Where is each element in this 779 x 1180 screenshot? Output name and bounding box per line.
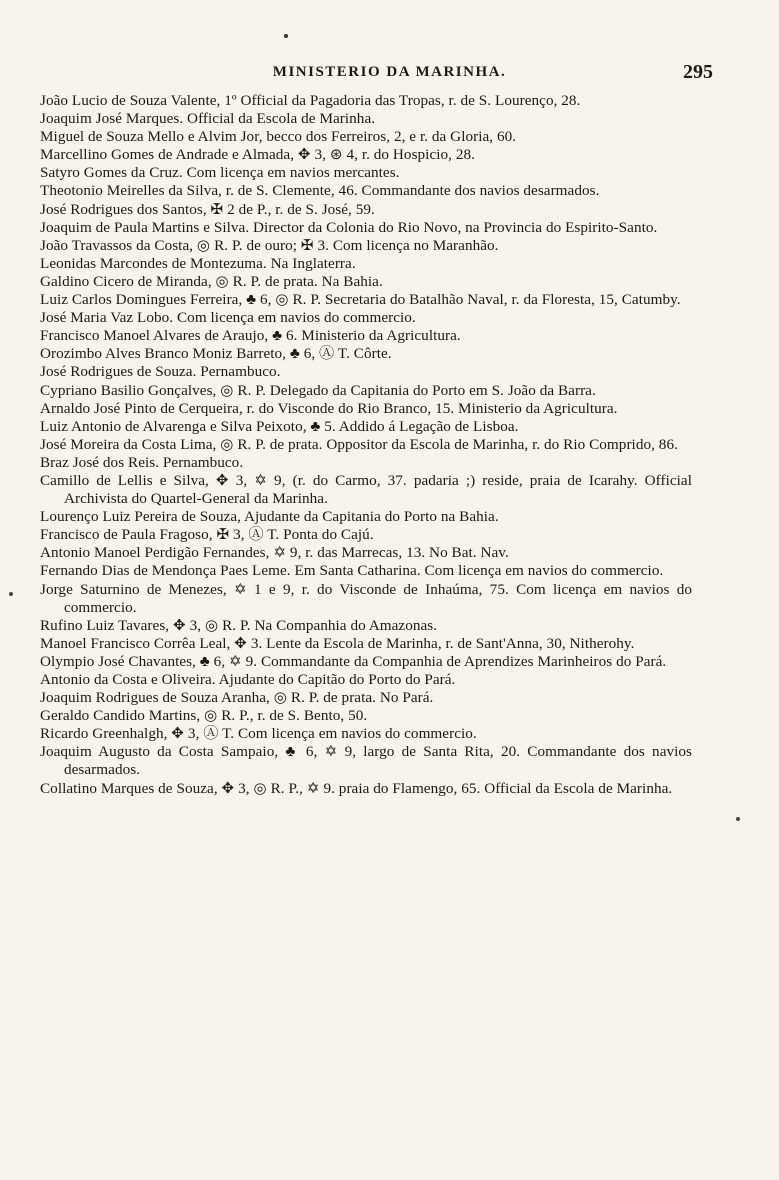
list-item: Olympio José Chavantes, ♣ 6, ✡ 9. Commandante da Companhia de Aprendizes Marinheiros do Pará. <box>40 652 667 670</box>
list-item: Rufino Luiz Tavares, ✥ 3, ◎ R. P. Na Companhia do Amazonas. <box>40 616 438 634</box>
list-item: José Moreira da Costa Lima, ◎ R. P. de prata. Oppositor da Escola de Marinha, r. do Rio Comprido, 86. <box>40 435 678 453</box>
list-item: Francisco Manoel Alvares de Araujo, ♣ 6. Ministerio da Agricultura. <box>40 327 461 345</box>
list-item: Luiz Antonio de Alvarenga e Silva Peixoto, ♣ 5. Addido á Legação de Lisboa. <box>40 417 519 435</box>
list-item: Miguel de Souza Mello e Alvim Jor, becco dos Ferreiros, 2, e r. da Gloria, 60. <box>40 128 517 146</box>
list-item: Jorge Saturnino de Menezes, ✡ 1 e 9, r. do Visconde de Inhaúma, 75. Com licença em navios do commercio. <box>40 580 692 616</box>
list-item: Joaquim de Paula Martins e Silva. Director da Colonia do Rio Novo, na Provincia do Espirito-Santo. <box>40 218 658 236</box>
running-head: MINISTERIO DA MARINHA. <box>272 64 507 80</box>
list-item: Joaquim Rodrigues de Souza Aranha, ◎ R. P. de prata. No Pará. <box>40 689 434 707</box>
margin-mark <box>9 592 13 596</box>
entry-list <box>40 92 692 798</box>
list-item: José Rodrigues de Souza. Pernambuco. <box>40 363 281 381</box>
list-item: Theotonio Meirelles da Silva, r. de S. Clemente, 46. Commandante dos navios desarmados. <box>40 182 600 200</box>
list-item: José Rodrigues dos Santos, ✠ 2 de P., r. de S. José, 59. <box>40 200 375 218</box>
list-item: João Travassos da Costa, ◎ R. P. de ouro; ✠ 3. Com licença no Maranhão. <box>40 236 499 254</box>
list-item: Manoel Francisco Corrêa Leal, ✥ 3. Lente da Escola de Marinha, r. de Sant'Anna, 30, Nitherohy. <box>40 634 635 652</box>
list-item: Satyro Gomes da Cruz. Com licença em navios mercantes. <box>40 164 400 182</box>
ink-dot <box>284 34 288 38</box>
page-number: 295 <box>683 61 713 83</box>
list-item: Cypriano Basilio Gonçalves, ◎ R. P. Delegado da Capitania do Porto em S. João da Barra. <box>40 381 596 399</box>
list-item: Francisco de Paula Fragoso, ✠ 3, Ⓐ T. Ponta do Cajú. <box>40 526 374 544</box>
list-item: Joaquim José Marques. Official da Escola de Marinha. <box>40 110 376 128</box>
list-item: Joaquim Augusto da Costa Sampaio, ♣ 6, ✡ 9, largo de Santa Rita, 20. Commandante dos navios desarmados. <box>40 743 692 779</box>
list-item: Marcellino Gomes de Andrade e Almada, ✥ 3, ⊛ 4, r. do Hospicio, 28. <box>40 146 475 164</box>
list-item: Camillo de Lellis e Silva, ✥ 3, ✡ 9, (r. do Carmo, 37. padaria ;) reside, praia de Icarahy. Official Archivista do Quartel-General da Marinha. <box>40 471 692 508</box>
list-item: Geraldo Candido Martins, ◎ R. P., r. de S. Bento, 50. <box>40 707 368 725</box>
list-item: Orozimbo Alves Branco Moniz Barreto, ♣ 6, Ⓐ T. Côrte. <box>40 345 392 363</box>
list-item: Fernando Dias de Mendonça Paes Leme. Em Santa Catharina. Com licença em navios do commercio. <box>40 562 664 580</box>
page-header <box>0 61 779 88</box>
list-item: Arnaldo José Pinto de Cerqueira, r. do Visconde do Rio Branco, 15. Ministerio da Agricultura. <box>40 399 618 417</box>
list-item: João Lucio de Souza Valente, 1º Official da Pagadoria das Tropas, r. de S. Lourenço, 28. <box>40 92 581 109</box>
list-item: José Maria Vaz Lobo. Com licença em navios do commercio. <box>40 309 416 327</box>
list-item: Leonidas Marcondes de Montezuma. Na Inglaterra. <box>40 254 356 272</box>
list-item: Antonio Manoel Perdigão Fernandes, ✡ 9, r. das Marrecas, 13. No Bat. Nav. <box>40 544 509 562</box>
list-item: Luiz Carlos Domingues Ferreira, ♣ 6, ◎ R. P. Secretaria do Batalhão Naval, r. da Floresta, 15, Catumby. <box>40 291 681 309</box>
list-item: Collatino Marques de Souza, ✥ 3, ◎ R. P., ✡ 9. praia do Flamengo, 65. Official da Escola de Marinha. <box>40 779 673 797</box>
list-item: Antonio da Costa e Oliveira. Ajudante do Capitão do Porto do Pará. <box>40 671 456 688</box>
margin-mark <box>736 817 740 821</box>
list-item: Lourenço Luiz Pereira de Souza, Ajudante da Capitania do Porto na Bahia. <box>40 508 499 526</box>
list-item: Braz José dos Reis. Pernambuco. <box>40 453 244 471</box>
list-item: Ricardo Greenhalgh, ✥ 3, Ⓐ T. Com licença em navios do commercio. <box>40 725 477 743</box>
list-item: Galdino Cicero de Miranda, ◎ R. P. de prata. Na Bahia. <box>40 272 383 290</box>
